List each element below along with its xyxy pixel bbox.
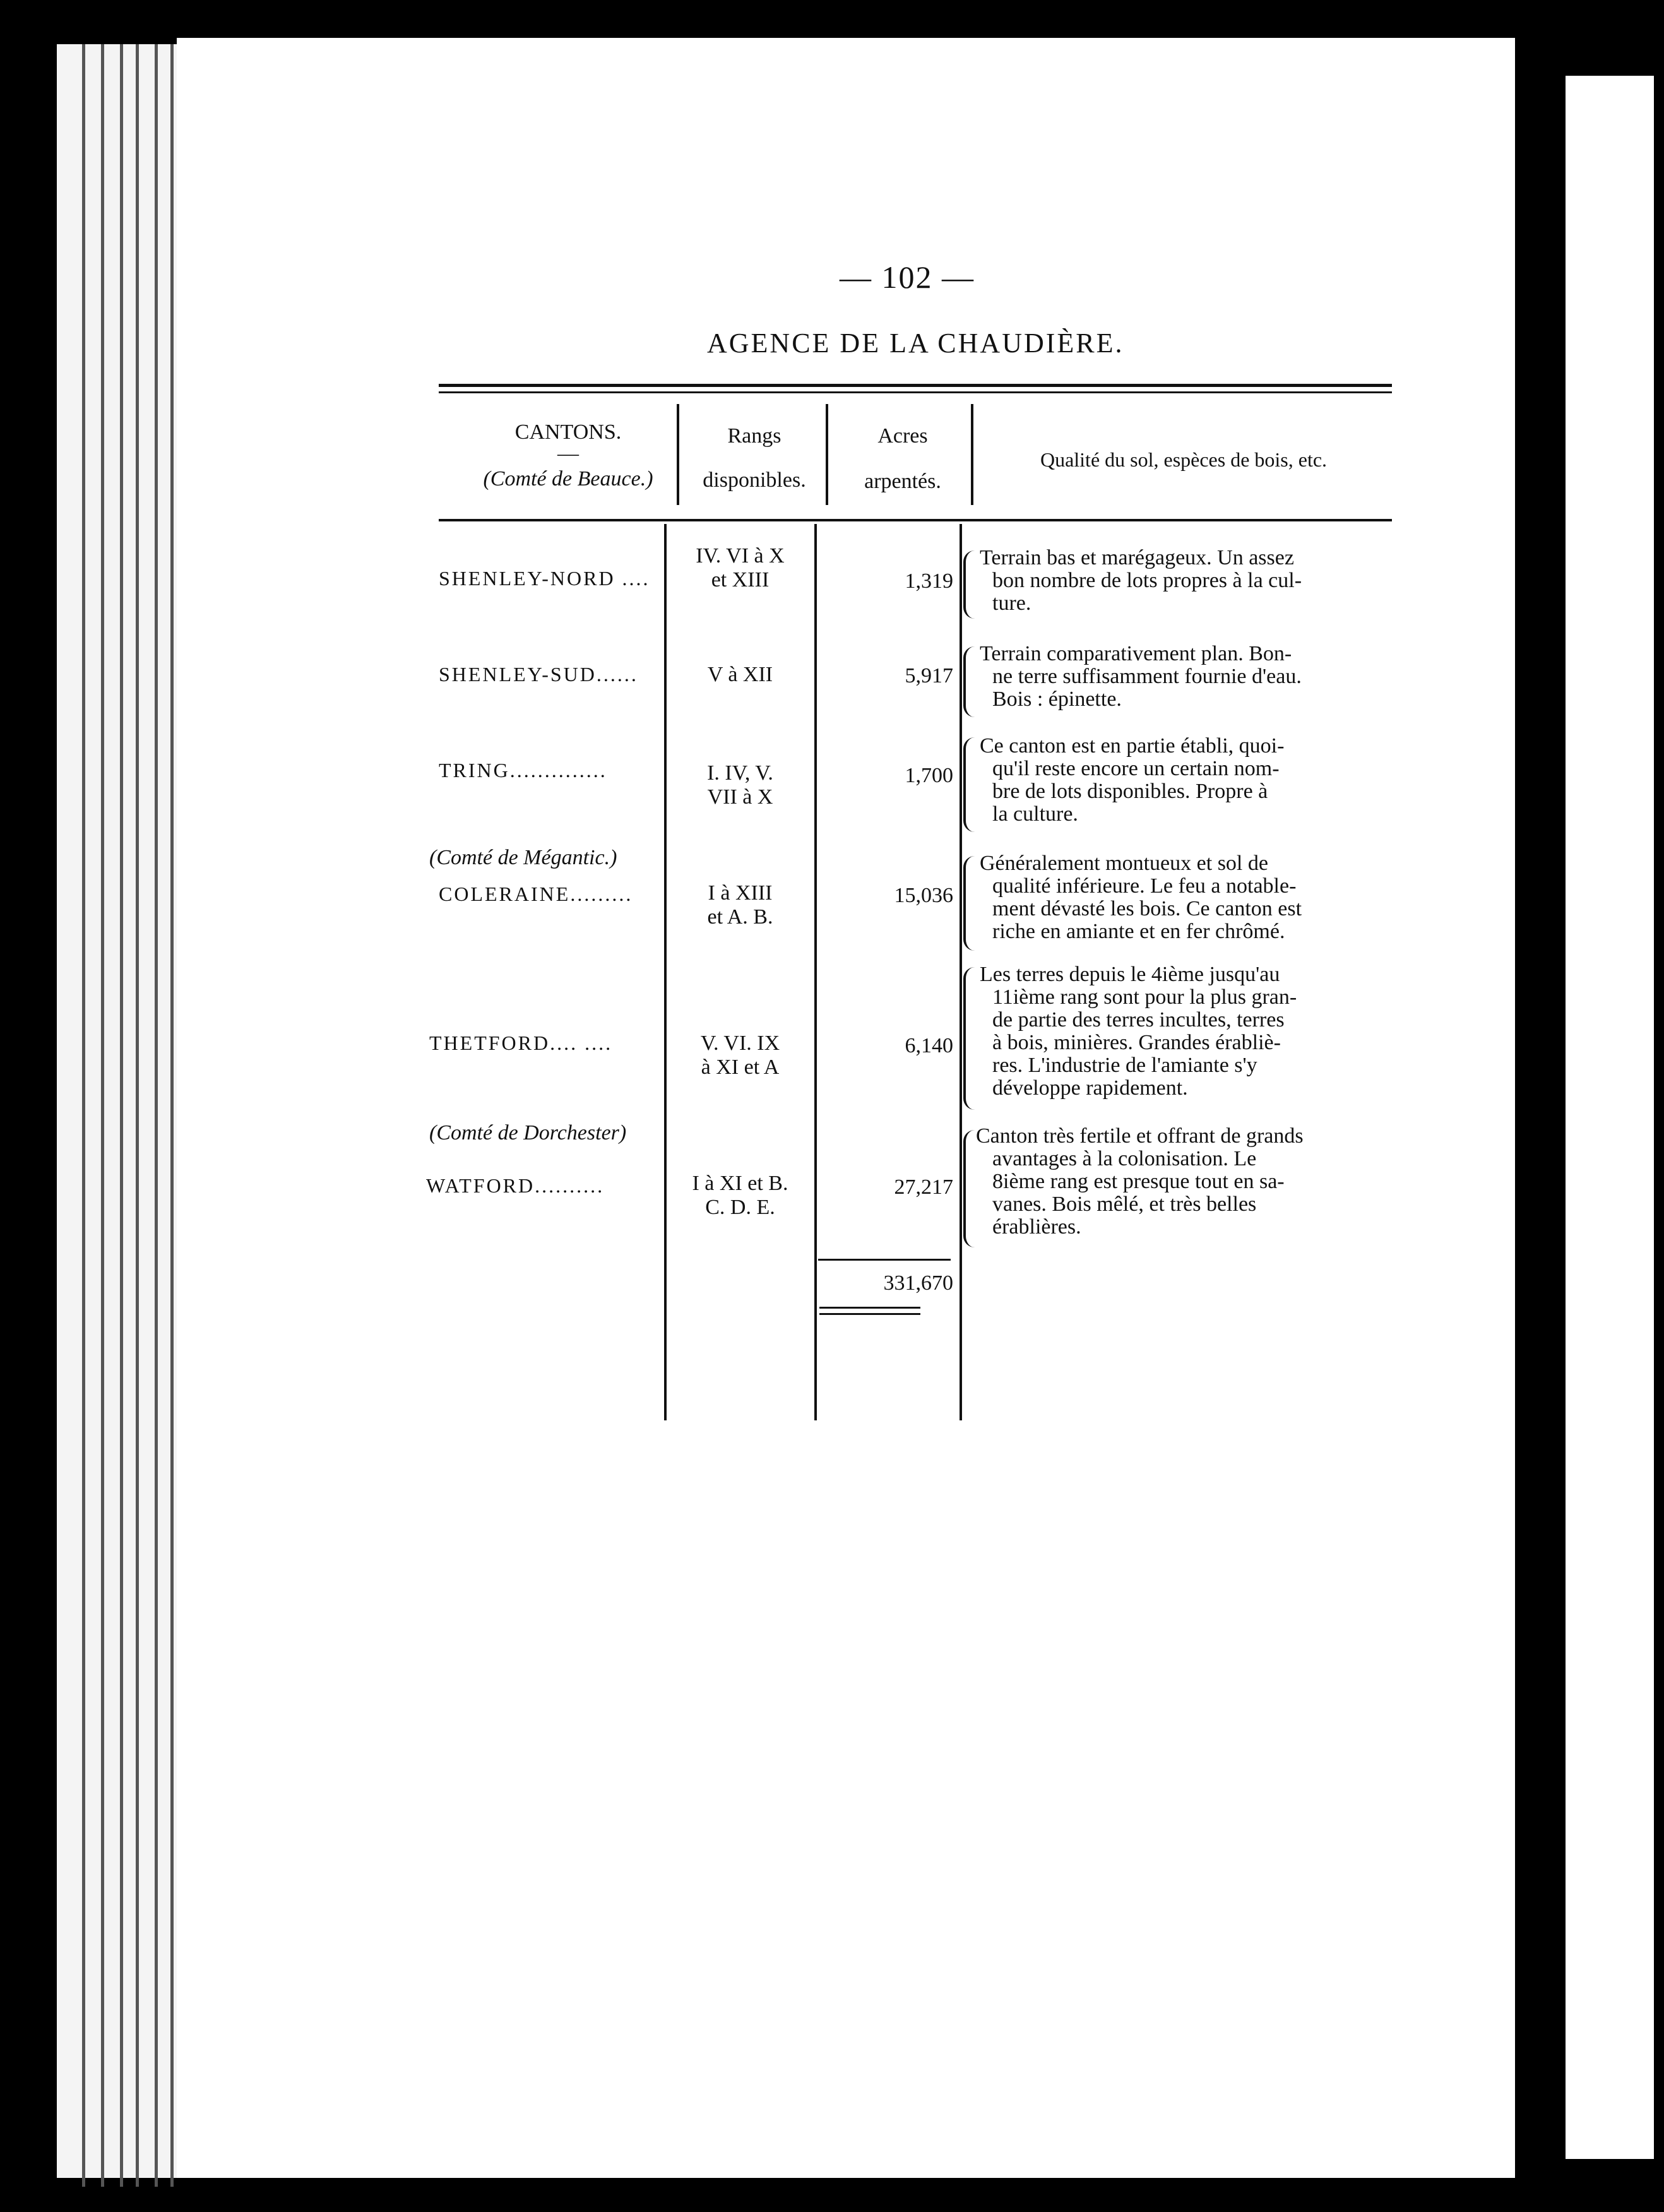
book-edge-left bbox=[57, 44, 177, 2178]
acres-value: 27,217 bbox=[894, 1175, 953, 1199]
header-county-beauce: (Comté de Beauce.) bbox=[483, 467, 653, 491]
total-double-rule bbox=[819, 1307, 920, 1309]
rangs-line: VII à X bbox=[707, 785, 773, 809]
rangs-line: IV. VI à X bbox=[696, 544, 785, 568]
acres-value: 6,140 bbox=[905, 1034, 953, 1057]
quality-line: bre de lots disponibles. Propre à bbox=[992, 780, 1268, 803]
column-separator bbox=[960, 524, 962, 1420]
header-acres-2: arpentés. bbox=[864, 470, 941, 493]
canton-name: SHENLEY-SUD...... bbox=[439, 663, 638, 686]
rangs-line: à XI et A bbox=[701, 1055, 780, 1079]
county-heading: (Comté de Mégantic.) bbox=[429, 846, 617, 869]
acres-value: 1,319 bbox=[905, 569, 953, 593]
quality-line: ture. bbox=[992, 592, 1031, 615]
total-acres: 331,670 bbox=[883, 1271, 953, 1295]
quality-line: Ce canton est en partie établi, quoi- bbox=[980, 734, 1285, 758]
document-page bbox=[177, 38, 1515, 2178]
header-separator bbox=[677, 404, 679, 505]
rangs-line: et XIII bbox=[711, 568, 770, 592]
header-rule bbox=[439, 519, 1392, 521]
adjacent-page-edge bbox=[1566, 76, 1654, 2159]
header-separator bbox=[826, 404, 828, 505]
brace bbox=[963, 550, 975, 619]
page-stack-line bbox=[170, 44, 174, 2187]
page-number: — 102 — bbox=[840, 259, 975, 295]
quality-line: Terrain comparativement plan. Bon- bbox=[980, 642, 1292, 665]
total-double-rule bbox=[819, 1313, 920, 1315]
quality-line: Terrain bas et marégageux. Un assez bbox=[980, 546, 1294, 569]
quality-line: Généralement montueux et sol de bbox=[980, 852, 1268, 875]
brace bbox=[963, 646, 975, 717]
header-rangs-1: Rangs bbox=[727, 424, 781, 448]
canton-name: SHENLEY-NORD .... bbox=[439, 567, 650, 590]
brace bbox=[963, 967, 975, 1110]
quality-line: bon nombre de lots propres à la cul- bbox=[992, 569, 1302, 592]
quality-line: Les terres depuis le 4ième jusqu'au bbox=[980, 963, 1280, 986]
acres-value: 15,036 bbox=[894, 884, 953, 907]
rangs-line: I à XIII bbox=[708, 881, 773, 905]
quality-line: Bois : épinette. bbox=[992, 687, 1122, 711]
quality-line: de partie des terres incultes, terres bbox=[992, 1008, 1285, 1032]
rangs-line: V à XII bbox=[707, 663, 773, 686]
column-separator bbox=[814, 524, 817, 1420]
canton-name: COLERAINE......... bbox=[439, 883, 633, 905]
header-rangs-2: disponibles. bbox=[703, 468, 806, 492]
header-qualite: Qualité du sol, espèces de bois, etc. bbox=[1040, 448, 1328, 471]
quality-line: développe rapidement. bbox=[992, 1076, 1188, 1100]
canton-name: THETFORD.... .... bbox=[429, 1032, 613, 1054]
rangs-line: V. VI. IX bbox=[700, 1032, 780, 1055]
quality-line: avantages à la colonisation. Le bbox=[992, 1147, 1257, 1170]
page-stack-line bbox=[155, 44, 158, 2187]
header-acres-1: Acres bbox=[877, 424, 928, 448]
rangs-line: I. IV, V. bbox=[707, 761, 773, 785]
header-cantons-dash: — bbox=[557, 442, 579, 465]
quality-line: qualité inférieure. Le feu a notable- bbox=[992, 874, 1297, 898]
page-title: AGENCE DE LA CHAUDIÈRE. bbox=[707, 328, 1124, 359]
top-rule bbox=[439, 384, 1392, 387]
page-stack-line bbox=[101, 44, 104, 2187]
quality-line: vanes. Bois mêlé, et très belles bbox=[992, 1192, 1257, 1216]
page-stack-line bbox=[120, 44, 123, 2187]
column-separator bbox=[664, 524, 667, 1420]
canton-name: TRING.............. bbox=[439, 759, 607, 782]
quality-line: ment dévasté les bois. Ce canton est bbox=[992, 897, 1302, 920]
quality-line: érablières. bbox=[992, 1215, 1081, 1239]
rangs-line: I à XI et B. bbox=[692, 1172, 788, 1195]
acres-value: 1,700 bbox=[905, 764, 953, 787]
canton-name: WATFORD.......... bbox=[426, 1174, 605, 1197]
total-rule bbox=[818, 1259, 951, 1261]
quality-line: à bois, minières. Grandes érabliè- bbox=[992, 1031, 1281, 1054]
page-stack-line bbox=[136, 44, 139, 2187]
page-stack-line bbox=[82, 44, 85, 2187]
rangs-line: C. D. E. bbox=[705, 1196, 775, 1219]
quality-line: la culture. bbox=[992, 802, 1078, 826]
brace bbox=[963, 1130, 975, 1247]
top-rule bbox=[439, 391, 1392, 393]
quality-line: Canton très fertile et offrant de grands bbox=[976, 1124, 1304, 1148]
quality-line: qu'il reste encore un certain nom- bbox=[992, 757, 1280, 780]
quality-line: res. L'industrie de l'amiante s'y bbox=[992, 1054, 1257, 1077]
header-separator bbox=[971, 404, 973, 505]
quality-line: 8ième rang est presque tout en sa- bbox=[992, 1170, 1285, 1193]
rangs-line: et A. B. bbox=[707, 905, 773, 929]
county-heading: (Comté de Dorchester) bbox=[429, 1121, 627, 1145]
quality-line: riche en amiante et en fer chrômé. bbox=[992, 920, 1285, 943]
header-cantons: CANTONS. bbox=[514, 420, 622, 444]
quality-line: ne terre suffisamment fournie d'eau. bbox=[992, 665, 1302, 688]
brace bbox=[963, 737, 975, 832]
quality-line: 11ième rang sont pour la plus gran- bbox=[992, 985, 1297, 1009]
brace bbox=[963, 856, 975, 951]
acres-value: 5,917 bbox=[905, 664, 953, 687]
